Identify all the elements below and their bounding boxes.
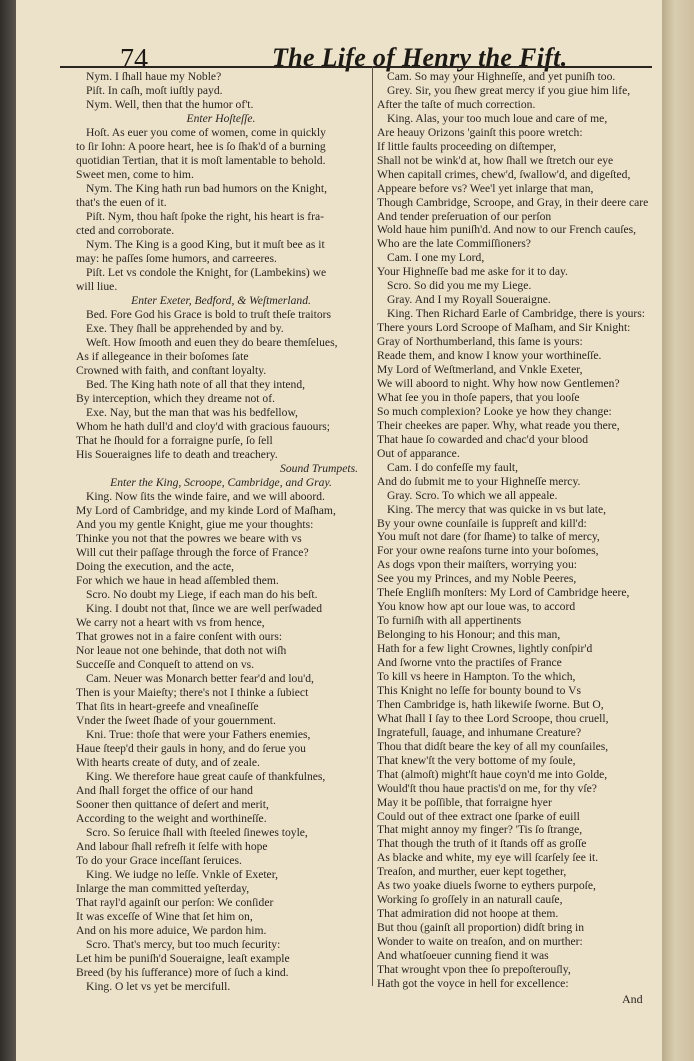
text-line: Gray of Northumberland, this ſame is yours: [377, 335, 583, 349]
text-line: Gray. And I my Royall Soueraigne. [387, 293, 551, 307]
text-line: Will cut their paſſage through the force of France? [76, 546, 309, 559]
text-line: And on his more aduice, We pardon him. [76, 924, 267, 937]
text-line: Nor leaue not one behinde, that doth not wiſh [76, 644, 287, 657]
text-line: Hath got the voyce in hell for excellence: [377, 976, 569, 990]
text-line: With hearts create of duty, and of zeale. [76, 756, 260, 769]
text-line: That though the truth of it ſtands off as groſſe [377, 837, 587, 851]
text-line: Inlarge the man committed yeſterday, [76, 882, 250, 895]
text-line: To do your Grace inceſſant ſeruices. [76, 854, 242, 867]
text-line: Piſt. In caſh, moſt iuſtly payd. [86, 84, 223, 97]
text-line: To furniſh with all appertinents [377, 614, 522, 628]
text-line: By interception, which they dreame not of. [76, 392, 275, 405]
text-line: That growes not in a faire conſent with ours: [76, 630, 283, 643]
text-line: quotidian Tertian, that it is moſt lamentable to behold. [76, 154, 326, 167]
text-line: Vnder the ſweet ſhade of your gouernment. [76, 714, 276, 727]
text-line: May it be poſſible, that forraigne hyer [377, 795, 552, 809]
text-line: Piſt. Nym, thou haſt ſpoke the right, his heart is fra- [86, 210, 324, 223]
text-line: That haue ſo cowarded and chac'd your blood [377, 432, 589, 446]
text-line: King. Then Richard Earle of Cambridge, there is yours: [387, 307, 646, 321]
text-line: Hoſt. As euer you come of women, come in quickly [86, 126, 326, 139]
text-line: King. I doubt not that, ſince we are well perſwaded [86, 602, 322, 615]
text-line: Kni. True: thoſe that were your Fathers enemies, [86, 728, 311, 741]
text-line: And labour ſhall refreſh it ſelfe with hope [76, 840, 268, 853]
text-line: Could out of thee extract one ſparke of euill [377, 809, 580, 823]
text-line: That he ſhould for a forraigne purſe, ſo ſell [76, 434, 273, 447]
text-line: Scro. No doubt my Liege, if each man do his beſt. [86, 588, 318, 601]
text-line: By your owne counſaile is ſuppreſt and kill'd: [377, 516, 587, 530]
text-line: Cam. So may your Highneſſe, and yet puniſh too. [387, 70, 616, 83]
text-line: Breed (by his ſufferance) more of ſuch a kind. [76, 966, 289, 979]
text-line: And do ſubmit me to your Highneſſe mercy. [377, 474, 581, 488]
text-line: Scro. That's mercy, but too much ſecurity: [86, 938, 281, 951]
text-line: Are heauy Orizons 'gainſt this poore wretch: [377, 125, 583, 139]
text-line: But thou (gainſt all proportion) didſt bring in [377, 921, 585, 935]
text-line: Then Cambridge is, hath likewiſe ſworne. But O, [377, 697, 604, 711]
text-line: Doing the execution, and the acte, [76, 560, 235, 573]
text-line: Nym. I ſhall haue my Noble? [86, 70, 222, 83]
text-line: cted and corroborate. [76, 224, 175, 237]
text-line: It was exceſſe of Wine that ſet him on, [76, 910, 253, 923]
text-line: And whatſoeuer cunning fiend it was [377, 949, 549, 963]
text-line: Your Highneſſe bad me aske for it to day. [377, 265, 568, 279]
text-line: King. Alas, your too much loue and care of me, [387, 111, 608, 125]
text-line: If little faults proceeding on diſtemper, [377, 139, 557, 153]
text-line: That knew'ſt the very bottome of my ſoule, [377, 753, 576, 767]
text-line: Haue ſteep'd their gauls in hony, and do ſerue you [76, 742, 306, 755]
text-line: Wonder to waite on treaſon, and on murther: [377, 935, 583, 949]
text-line: My Lord of Cambridge, and my kinde Lord of Maſham, [76, 504, 336, 517]
text-line: That rayl'd againſt our perſon: We conſider [76, 896, 274, 909]
text-line: Nym. Well, then that the humor of't. [86, 98, 254, 111]
text-line: Let him be puniſh'd Soueraigne, leaſt example [76, 952, 290, 965]
running-title: The Life of Henry the Fift. [272, 43, 568, 72]
text-line: Weſt. How ſmooth and euen they do beare themſelues, [86, 336, 338, 349]
left-text-column [76, 70, 366, 994]
text-line: And ſhall forget the office of our hand [76, 784, 253, 797]
text-line: Gray. Scro. To which we all appeale. [387, 488, 558, 502]
text-line: Sooner then quittance of deſert and merit, [76, 798, 269, 811]
column-divider [372, 66, 373, 986]
text-line: King. We therefore haue great cauſe of thankfulnes, [86, 770, 326, 783]
text-line: Ingratefull, ſauage, and inhumane Creature? [377, 725, 582, 739]
text-line: Grey. Sir, you ſhew great mercy if you giue him life, [387, 83, 631, 97]
text-line: So much complexion? Looke ye how they change: [377, 404, 612, 418]
text-line: Theſe Engliſh monſters: My Lord of Cambridge heere, [377, 586, 630, 600]
text-line: Enter Hoſteſſe. [186, 112, 256, 125]
text-line: This Knight no leſſe for bounty bound to Vs [377, 683, 581, 697]
text-line: Thou that didſt beare the key of all my counſailes, [377, 739, 609, 753]
text-line: Out of apparance. [377, 446, 460, 460]
text-line: After the taſte of much correction. [377, 97, 536, 111]
facing-page-edge [662, 0, 694, 1061]
text-line: Hath for a few light Crownes, lightly conſpir'd [377, 642, 593, 656]
text-line: King. We iudge no leſſe. Vnkle of Exeter, [86, 868, 278, 881]
text-line: Wold haue him puniſh'd. And now to our French cauſes, [377, 223, 637, 237]
text-line: For which we haue in head aſſembled them. [76, 574, 279, 587]
text-line: Then is your Maieſty; there's not I thinke a ſubiect [76, 686, 309, 699]
text-line: Bed. Fore God his Grace is bold to truſt theſe traitors [86, 308, 332, 321]
text-line: Belonging to his Honour; and this man, [377, 628, 561, 642]
text-line: As two yoake diuels ſworne to eythers purpoſe, [377, 879, 596, 893]
text-line: Cam. Neuer was Monarch better fear'd and lou'd, [86, 672, 314, 685]
text-line: That (almoſt) might'ſt haue coyn'd me into Golde, [377, 767, 608, 781]
text-line: Their cheekes are paper. Why, what reade you there, [377, 418, 620, 432]
text-line: His Soueraignes life to death and treachery. [76, 448, 278, 461]
text-line: See you my Princes, and my Noble Peeres, [377, 572, 577, 586]
text-line: We will aboord to night. Why how now Gentlemen? [377, 376, 620, 390]
text-line: Reade them, and know I know your worthineſſe. [377, 349, 602, 363]
text-line: There yours Lord Scroope of Maſham, and Sir Knight: [377, 321, 631, 335]
text-line: Though Cambridge, Scroope, and Gray, in their deere care [377, 195, 649, 209]
text-line: As blacke and white, my eye will ſcarſely ſee it. [377, 851, 599, 865]
text-line: And tender preſeruation of our perſon [377, 209, 552, 223]
text-line: Exe. Nay, but the man that was his bedfellow, [86, 406, 298, 419]
text-line: may: he paſſes ſome humors, and carreeres. [76, 252, 277, 265]
text-line: King. The mercy that was quicke in vs but late, [387, 502, 607, 516]
book-gutter-shadow [0, 0, 16, 1061]
text-line: Enter Exeter, Bedford, & Weſtmerland. [131, 294, 311, 307]
text-line: Scro. So ſeruice ſhall with ſteeled ſinewes toyle, [86, 826, 308, 839]
text-line: Who are the late Commiſſioners? [377, 237, 531, 251]
text-line: Cam. I do confeſſe my fault, [387, 460, 519, 474]
catchword: And [622, 992, 643, 1006]
text-line: Bed. The King hath note of all that they intend, [86, 378, 306, 391]
text-line: What ſhall I ſay to thee Lord Scroope, thou cruell, [377, 711, 609, 725]
page-number: 74 [120, 44, 148, 75]
text-line: Nym. The King is a good King, but it muſt bee as it [86, 238, 325, 251]
text-line: Would'ſt thou haue practis'd on me, for thy vſe? [377, 781, 597, 795]
text-line: Appeare before vs? Wee'l yet inlarge that man, [377, 181, 594, 195]
text-line: King. Now ſits the winde faire, and we will aboord. [86, 490, 325, 503]
text-line: Crowned with faith, and conſtant loyalty. [76, 364, 267, 377]
text-line: Shall not be wink'd at, how ſhall we ſtretch our eye [377, 153, 614, 167]
text-line: Whom he hath dull'd and cloy'd with gracious fauours; [76, 420, 331, 433]
text-line: To kill vs heere in Hampton. To the which, [377, 669, 576, 683]
text-line: And ſworne vnto the practiſes of France [377, 656, 562, 670]
text-line: Sweet men, come to him. [76, 168, 194, 181]
text-line: My Lord of Weſtmerland, and Vnkle Exeter, [377, 363, 583, 377]
text-line: Thinke you not that the powres we beare with vs [76, 532, 302, 545]
text-line: that's the euen of it. [76, 196, 167, 209]
text-line: You know how apt our loue was, to accord [377, 600, 576, 614]
text-line: Piſt. Let vs condole the Knight, for (Lambekins) we [86, 266, 327, 279]
text-line: When capitall crimes, chew'd, ſwallow'd, and digeſted, [377, 167, 631, 181]
text-line: That ſits in heart-greefe and vneaſineſſe [76, 700, 259, 713]
text-line: What ſee you in thoſe papers, that you looſe [377, 390, 580, 404]
text-line: Succeſſe and Conqueſt to attend on vs. [76, 658, 255, 671]
text-line: We carry not a heart with vs from hence, [76, 616, 265, 629]
text-line: to ſir Iohn: A poore heart, hee is ſo ſhak'd of a burning [76, 140, 326, 153]
header-rule [60, 66, 652, 68]
text-line: As dogs vpon their maiſters, worrying you: [377, 558, 577, 572]
text-line: That admiration did not hoope at them. [377, 907, 559, 921]
text-line: As if allegeance in their boſomes ſate [76, 350, 249, 363]
text-line: King. O let vs yet be mercifull. [86, 980, 231, 993]
text-line: Treaſon, and murther, euer kept together, [377, 865, 567, 879]
text-line: That might annoy my finger? 'Tis ſo ſtrange, [377, 823, 583, 837]
text-line: Scro. So did you me my Liege. [387, 279, 532, 293]
text-line: Nym. The King hath run bad humors on the Knight, [86, 182, 327, 195]
text-line: And you my gentle Knight, giue me your thoughts: [76, 518, 314, 531]
text-line: Working ſo groſſely in an naturall cauſe, [377, 893, 563, 907]
text-line: Enter the King, Scroope, Cambridge, and Gray. [110, 476, 332, 489]
text-line: Cam. I one my Lord, [387, 251, 485, 265]
text-line: will liue. [76, 280, 118, 293]
text-line: For your owne reaſons turne into your boſomes, [377, 544, 599, 558]
text-line: You muſt not dare (for ſhame) to talke of mercy, [377, 530, 600, 544]
text-line: Exe. They ſhall be apprehended by and by. [86, 322, 284, 335]
right-text-column [377, 70, 654, 991]
text-line: According to the weight and worthineſſe. [76, 812, 267, 825]
text-line: That wrought vpon thee ſo prepoſterouſly, [377, 963, 571, 976]
text-line: Sound Trumpets. [280, 462, 358, 475]
